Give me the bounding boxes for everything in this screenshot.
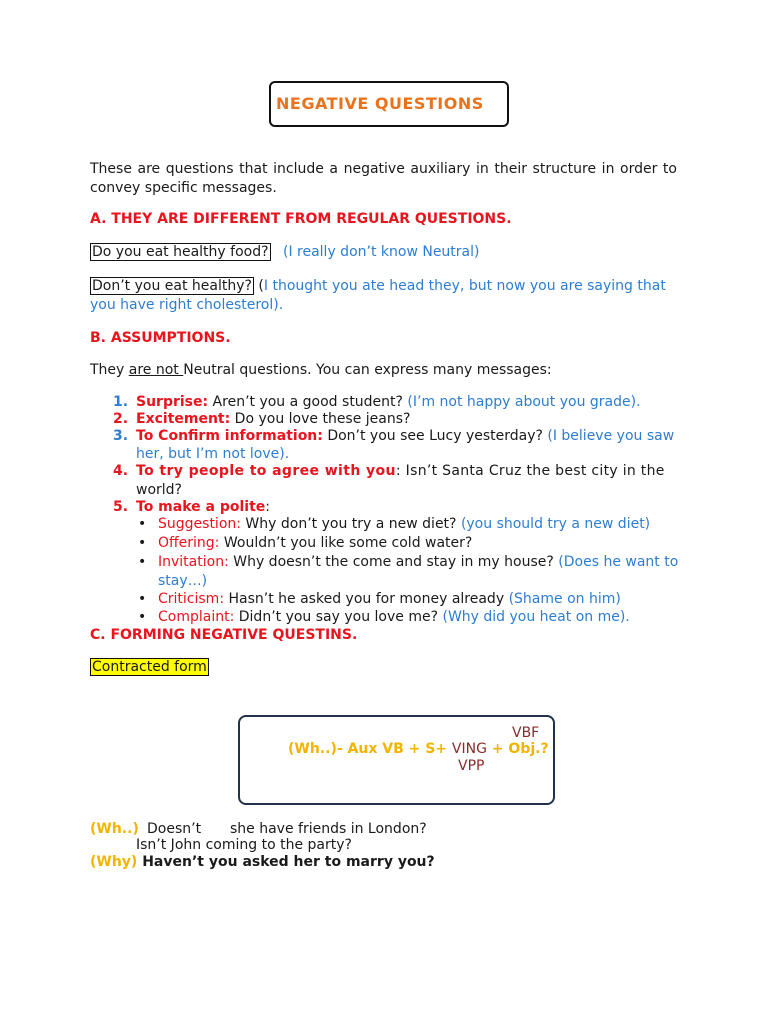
bullet-dot: • [138,554,147,570]
contracted-form-label [90,659,209,675]
example-1 [90,244,479,260]
item-text: : [265,499,270,515]
item-text: Aren’t you a good student? [208,394,408,410]
formula-main-start: (Wh..)- Aux VB + S+ [288,741,452,757]
section-c-heading: C. FORMING NEGATIVE QUESTINS. [90,627,358,643]
example-doesnt: Doesn’t [147,821,202,837]
formula-ving: VING [451,741,487,757]
bullet-item [158,591,621,607]
formula-vpp: VPP [458,758,485,774]
example-2-note-line1: I thought you ate head they, but now you are saying that [263,278,666,294]
example-why: (Why) [90,854,138,870]
list-number: 2. [113,411,129,427]
bullet-note-line1: (Does he want to [558,554,679,570]
example-rest1: she have friends in London? [230,821,427,837]
list-number: 3. [113,428,129,444]
bullet-item [158,535,472,551]
formula-box [238,715,555,805]
example-wh: (Wh..) [90,821,139,837]
bullet-text: Hasn’t he asked you for money already [224,591,509,607]
bullet-item [158,609,630,625]
list-number: 4. [113,463,129,479]
section-b-intro-post: Neutral questions. You can express many messages: [183,362,552,378]
bullet-label: Complaint: [158,609,235,625]
list-item [136,411,410,427]
example-line2: Isn’t John coming to the party? [136,837,352,853]
example-line3 [90,854,435,870]
bullet-note: (you should try a new diet) [460,516,651,532]
item-note-line2: her, but I’m not love). [136,446,290,462]
bullet-item [158,516,650,532]
list-item [136,499,270,515]
bullet-dot: • [138,516,147,532]
bullet-label: Criticism: [158,591,225,607]
example-1-note: (I really don’t know Neutral) [282,244,480,260]
item-label: To try people to agree with you [136,463,396,479]
bullet-dot: • [138,535,147,551]
intro-paragraph: These are questions that include a negative auxiliary in their structure in order to convey specific messages. [90,161,677,196]
example-2 [90,278,677,294]
bullet-text: Wouldn’t you like some cold water? [219,535,473,551]
item-label: To make a polite [136,499,266,515]
item-note: (I’m not happy about you grade). [407,394,641,410]
item-label: Excitement: [136,411,231,427]
example-line3-text: Haven’t you asked her to marry you? [137,854,435,870]
list-item [136,428,677,444]
example-2-paren: ( [258,278,264,294]
item-text-line2: world? [136,482,182,498]
bullet-label: Invitation: [158,554,229,570]
bullet-text: Why doesn’t the come and stay in my house? [228,554,559,570]
bullet-label: Suggestion: [158,516,241,532]
bullet-text: Why don’t you try a new diet? [240,516,461,532]
bullet-label: Offering: [158,535,220,551]
formula-end: + Obj.? [486,741,549,757]
example-2-boxed: Don’t you eat healthy? [92,278,252,294]
list-item [136,394,641,410]
bullet-dot: • [138,591,147,607]
formula-vbf: VBF [512,725,540,741]
bullet-item [158,554,678,570]
list-number: 5. [113,499,129,515]
section-a-heading: A. THEY ARE DIFFERENT FROM REGULAR QUESTIONS. [90,211,512,227]
section-b-heading: B. ASSUMPTIONS. [90,330,231,346]
contracted-form-highlight: Contracted form [92,659,207,675]
example-1-boxed: Do you eat healthy food? [92,244,269,260]
example-2-note-line2: you have right cholesterol). [90,297,284,313]
section-b-intro-pre: They [90,362,129,378]
item-note-line1: (I believe you saw [547,428,675,444]
bullet-note-line2: stay…) [158,573,208,589]
bullet-note: (Shame on him) [508,591,621,607]
bullet-text: Didn’t you say you love me? [234,609,443,625]
item-text-line1: : Isn’t Santa Cruz the best city in the [395,463,665,479]
page-title: NEGATIVE QUESTIONS [276,94,484,113]
item-text: Don’t you see Lucy yesterday? [322,428,548,444]
bullet-note: (Why did you heat on me). [442,609,630,625]
list-item [136,463,665,479]
item-label: Surprise: [136,394,209,410]
section-b-intro [90,362,552,378]
item-text: Do you love these jeans? [230,411,411,427]
section-b-intro-underlined: are not [128,362,184,378]
formula-main [288,741,549,757]
bullet-dot: • [138,609,147,625]
list-number: 1. [113,394,129,410]
item-label: To Confirm information: [136,428,323,444]
